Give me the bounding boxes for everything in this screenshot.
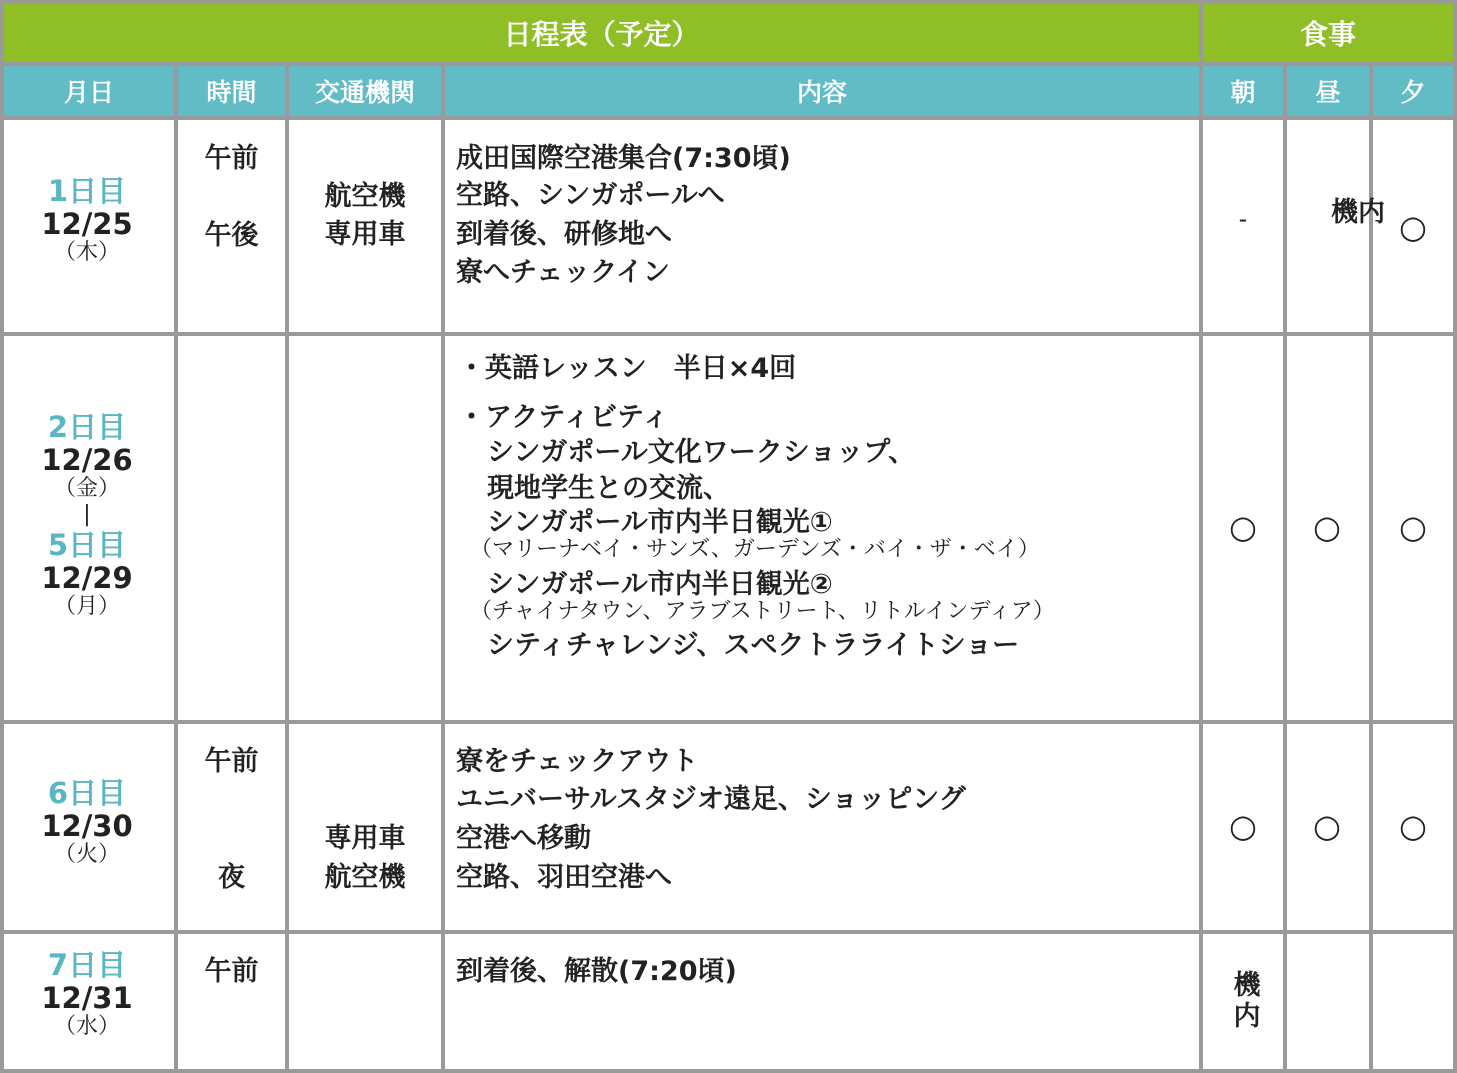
day-weekday: （水）	[53, 1014, 120, 1039]
row1-transport-2: 専用車	[324, 219, 406, 250]
row2-dinner: ○	[1399, 508, 1427, 546]
col-transport: 交通機関	[289, 66, 441, 116]
row3-transport-1: 専用車	[324, 823, 406, 854]
col-time: 時間	[178, 66, 285, 116]
col-content: 内容	[445, 66, 1199, 116]
day-date: 12/31	[41, 981, 133, 1015]
row2-content-3: シンガポール文化ワークショップ、	[487, 437, 916, 468]
row3-dinner: ○	[1399, 807, 1427, 845]
row2-content-7: シンガポール市内半日観光②	[487, 569, 833, 600]
row4-date	[0, 948, 174, 1040]
row2-lunch: ○	[1313, 508, 1341, 546]
row1-content-1: 成田国際空港集合(7:30頃)	[456, 143, 791, 174]
day-label: 7日目	[47, 948, 127, 982]
day-weekday: （金）	[53, 476, 120, 501]
row2-breakfast: ○	[1229, 508, 1257, 546]
day-date: 12/26	[41, 443, 133, 477]
row1-transport-1: 航空機	[324, 181, 406, 212]
row1-content-2: 空路、シンガポールへ	[456, 180, 725, 211]
range-separator: |	[83, 502, 91, 527]
row1-date	[0, 174, 174, 266]
row2-content-4: 現地学生との交流、	[487, 473, 730, 504]
row3-content-4: 空路、羽田空港へ	[456, 862, 672, 893]
row4-content-1: 到着後、解散(7:20頃)	[456, 956, 737, 987]
col-lunch: 昼	[1287, 66, 1369, 116]
meals-title: 食事	[1203, 4, 1453, 62]
day-weekday: （火）	[53, 842, 120, 867]
schedule-title: 日程表（予定）	[4, 4, 1199, 62]
row2-content-6: （マリーナベイ・サンズ、ガーデンズ・バイ・ザ・ベイ）	[470, 537, 1040, 562]
row2-content-5: シンガポール市内半日観光①	[487, 507, 833, 538]
col-breakfast: 朝	[1203, 66, 1283, 116]
row3-lunch: ○	[1313, 807, 1341, 845]
day-weekday-end: （月）	[53, 594, 120, 619]
day-date: 12/25	[41, 207, 133, 241]
day-weekday: （木）	[53, 240, 120, 265]
row2-content-2: ・アクティビティ	[458, 402, 669, 433]
row3-time-am: 午前	[204, 746, 259, 777]
row1-content-3: 到着後、研修地へ	[456, 219, 672, 250]
day-label: 1日目	[47, 174, 127, 208]
day-date: 12/30	[41, 809, 133, 843]
row1-lunch: 機内	[1331, 197, 1385, 228]
row4-time-am: 午前	[204, 956, 259, 987]
row3-breakfast: ○	[1229, 807, 1257, 845]
row3-content-3: 空港へ移動	[456, 823, 591, 854]
row3-date	[0, 776, 174, 868]
row3-content-1: 寮をチェックアウト	[456, 746, 699, 777]
day-label: 6日目	[47, 776, 127, 810]
row2-content-9: シティチャレンジ、スペクトラライトショー	[487, 630, 1020, 661]
row3-content-2: ユニバーサルスタジオ遠足、ショッピング	[456, 784, 966, 815]
day-label: 2日目	[47, 410, 127, 444]
row4-breakfast: 機内	[1233, 970, 1261, 1032]
day-label-end: 5日目	[47, 528, 127, 562]
row1-breakfast: -	[1238, 205, 1248, 233]
row2-content-1: ・英語レッスン 半日×4回	[458, 353, 797, 384]
row1-time-pm: 午後	[204, 220, 259, 251]
row3-transport-2: 航空機	[324, 862, 406, 893]
row3-time-night: 夜	[218, 862, 245, 893]
col-date: 月日	[4, 66, 174, 116]
row1-time-am: 午前	[204, 143, 259, 174]
day-date-end: 12/29	[41, 561, 133, 595]
row1-content-4: 寮へチェックイン	[456, 257, 670, 288]
row2-content-8: （チャイナタウン、アラブストリート、リトルインディア）	[470, 599, 1055, 624]
row1-dinner: ○	[1399, 208, 1427, 246]
col-dinner: 夕	[1373, 66, 1453, 116]
row2-date	[0, 410, 174, 620]
